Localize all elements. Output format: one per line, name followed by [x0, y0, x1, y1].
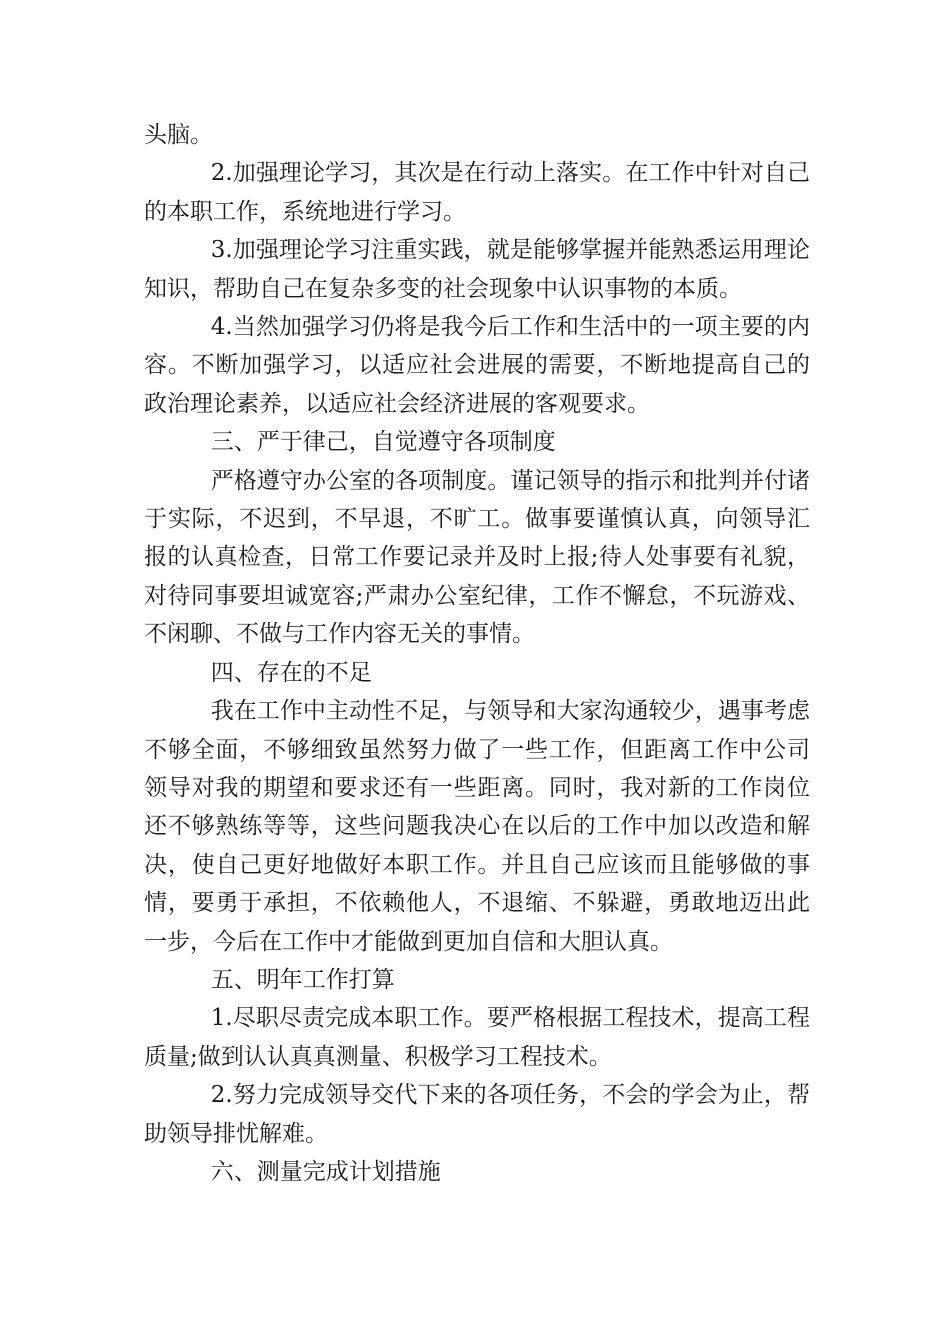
section-heading-four: 四、存在的不足 [210, 659, 372, 686]
paragraph-item-3: 3.加强理论学习注重实践，就是能够掌握并能熟悉运用理论知识，帮助自己在复杂多变的社会现象中认识事物的本质。 [144, 237, 810, 302]
paragraph-shortcomings: 我在工作中主动性不足，与领导和大家沟通较少，遇事考虑不够全面，不够细致虽然努力做了一些工作，但距离工作中公司领导对我的期望和要求还有一些距离。同时，我对新的工作岗位还不够熟练等等，这些问题我决心在以后的工作中加以改造和解决，使自己更好地做好本职工作。并且自己应该而且能够做的事情，要勇于承担，不依赖他人，不退缩、不躲避，勇敢地迈出此一步，今后在工作中才能做到更加自信和大胆认真。 [144, 698, 810, 955]
section-heading-five: 五、明年工作打算 [210, 966, 395, 993]
section-heading-six: 六、测量完成计划措施 [210, 1158, 441, 1185]
paragraph-continuation: 头脑。 [144, 122, 213, 148]
paragraph-plan-2: 2.努力完成领导交代下来的各项任务，不会的学会为止，帮助领导排忧解难。 [144, 1082, 810, 1147]
document-body [144, 116, 810, 1191]
paragraph-discipline: 严格遵守办公室的各项制度。谨记领导的指示和批判并付诸于实际，不迟到，不早退，不旷工。做事要谨慎认真，向领导汇报的认真检查，日常工作要记录并及时上报;待人处事要有礼貌，对待同事要坦诚宽容;严肃办公室纪律，工作不懈怠，不玩游戏、不闲聊、不做与工作内容无关的事情。 [144, 467, 810, 648]
paragraph-item-2: 2.加强理论学习，其次是在行动上落实。在工作中针对自己的本职工作，系统地进行学习。 [144, 160, 810, 225]
paragraph-plan-1: 1.尽职尽责完成本职工作。要严格根据工程技术，提高工程质量;做到认认真真测量、积极学习工程技术。 [144, 1005, 810, 1070]
section-heading-three: 三、严于律己，自觉遵守各项制度 [210, 429, 556, 456]
paragraph-item-4: 4.当然加强学习仍将是我今后工作和生活中的一项主要的内容。不断加强学习，以适应社会进展的需要，不断地提高自己的政治理论素养，以适应社会经济进展的客观要求。 [144, 314, 810, 417]
